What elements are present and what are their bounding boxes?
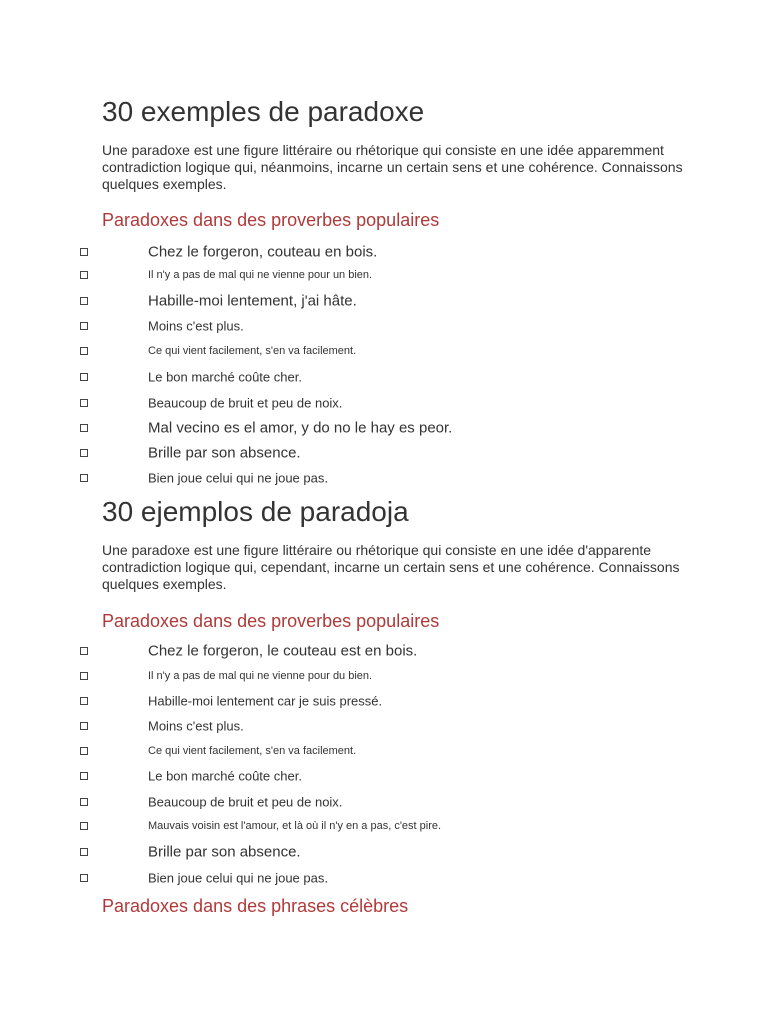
list-item [0, 741, 768, 761]
list-item-text: Moins c'est plus. [148, 718, 244, 734]
list-item-text: Brille par son absence. [148, 843, 301, 861]
list-item-text: Chez le forgeron, le couteau est en bois. [148, 642, 418, 660]
list-item [0, 691, 768, 711]
list-item [0, 792, 768, 812]
list-item [0, 265, 768, 285]
list-item-text: Bien joue celui qui ne joue pas. [148, 470, 328, 486]
list-item-text: Bien joue celui qui ne joue pas. [148, 870, 328, 886]
intro-paragraph: Une paradoxe est une figure littéraire ou rhétorique qui consiste en une idée apparemment contradiction logique qui, néanmoins, incarne un certain sens et une cohérence. Connaissons quelques exemples. [102, 142, 683, 192]
list-item-text: Mal vecino es el amor, y do no le hay es peor. [148, 419, 453, 437]
missing-glyph-square-icon [80, 474, 88, 482]
missing-glyph-square-icon [80, 449, 88, 457]
missing-glyph-square-icon [80, 772, 88, 780]
list-item-text: Brille par son absence. [148, 444, 301, 462]
intro-paragraph: Une paradoxe est une figure littéraire ou rhétorique qui consiste en une idée d'apparente contradiction logique qui, cependant, incarne un certain sens et une cohérence. Connaissons quelques exemples. [102, 542, 680, 592]
list-item-text: Il n'y a pas de mal qui ne vienne pour du bien. [148, 670, 373, 682]
list-item [0, 868, 768, 888]
list-item [0, 418, 768, 438]
list-item [0, 468, 768, 488]
list-item [0, 766, 768, 786]
list-item-text: Il n'y a pas de mal qui ne vienne pour un bien. [148, 269, 373, 281]
missing-glyph-square-icon [80, 248, 88, 256]
list-item [0, 242, 768, 262]
list-item [0, 443, 768, 463]
list-item-text: Ce qui vient facilement, s'en va facilement. [148, 345, 357, 357]
section-subtitle: Paradoxes dans des proverbes populaires [102, 611, 440, 631]
missing-glyph-square-icon [80, 399, 88, 407]
list-item [0, 641, 768, 661]
list-item [0, 666, 768, 686]
list-item-text: Habille-moi lentement, j'ai hâte. [148, 292, 357, 310]
missing-glyph-square-icon [80, 424, 88, 432]
list-item-text: Beaucoup de bruit et peu de noix. [148, 794, 343, 810]
page-title: 30 exemples de paradoxe [102, 96, 425, 127]
list-item [0, 716, 768, 736]
list-item [0, 316, 768, 336]
missing-glyph-square-icon [80, 297, 88, 305]
missing-glyph-square-icon [80, 373, 88, 381]
list-item-text: Habille-moi lentement car je suis pressé. [148, 693, 383, 709]
list-item-text: Chez le forgeron, couteau en bois. [148, 243, 378, 261]
missing-glyph-square-icon [80, 322, 88, 330]
missing-glyph-square-icon [80, 848, 88, 856]
missing-glyph-square-icon [80, 798, 88, 806]
list-item [0, 341, 768, 361]
missing-glyph-square-icon [80, 697, 88, 705]
list-item-text: Mauvais voisin est l'amour, et là où il n'y en a pas, c'est pire. [148, 820, 442, 832]
missing-glyph-square-icon [80, 722, 88, 730]
list-item-text: Ce qui vient facilement, s'en va facilement. [148, 745, 357, 757]
section-subtitle: Paradoxes dans des proverbes populaires [102, 210, 440, 230]
missing-glyph-square-icon [80, 874, 88, 882]
missing-glyph-square-icon [80, 822, 88, 830]
list-item [0, 393, 768, 413]
list-item-text: Beaucoup de bruit et peu de noix. [148, 395, 343, 411]
section-subtitle: Paradoxes dans des phrases célèbres [102, 896, 409, 916]
missing-glyph-square-icon [80, 271, 88, 279]
list-item [0, 842, 768, 862]
section-title: 30 ejemplos de paradoja [102, 496, 409, 527]
list-item [0, 816, 768, 836]
list-item-text: Le bon marché coûte cher. [148, 369, 302, 385]
list-item [0, 291, 768, 311]
list-item-text: Moins c'est plus. [148, 318, 244, 334]
list-item [0, 367, 768, 387]
missing-glyph-square-icon [80, 747, 88, 755]
missing-glyph-square-icon [80, 647, 88, 655]
list-item-text: Le bon marché coûte cher. [148, 768, 302, 784]
missing-glyph-square-icon [80, 672, 88, 680]
missing-glyph-square-icon [80, 347, 88, 355]
